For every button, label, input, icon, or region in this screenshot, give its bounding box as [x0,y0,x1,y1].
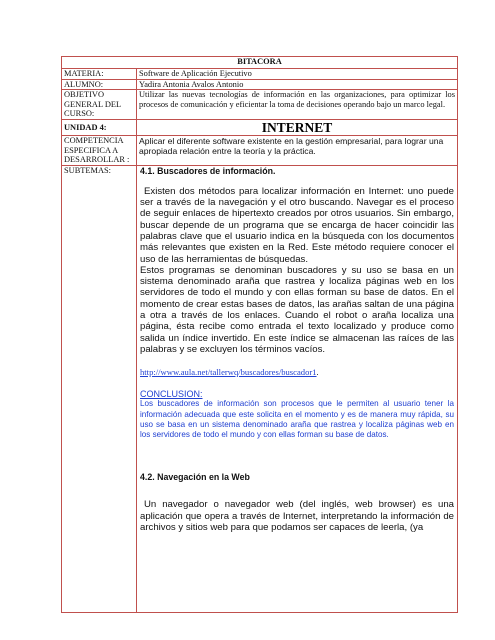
bitacora-table [61,56,458,613]
conclusion-heading: CONCLUSION: [140,389,203,400]
subtemas-content [137,165,458,612]
paragraph: Estos programas se denominan buscadores y su uso se basa en un sistema denominado araña que rastrea y localiza páginas web en los servidores de todo el mundo y con ellas forman su base de datos. En el momento de crear estas bases de datos, las arañas saltan de una página a otra a través de los enlaces. Cuando el robot o araña localiza una página, ésta recibe como entrada el texto localizado y produce como salida un índice invertido. En este índice se almacenan las raíces de las palabras y se excluyen los términos vacíos. [140,264,454,355]
unidad-value: INTERNET [137,119,458,135]
table-row [62,165,458,612]
paragraph: Existen dos métodos para localizar información en Internet: uno puede ser a través de la navegación y el otro buscando. Navegar es el proceso de seguir enlaces de hipertexto creados por otros usuarios. Sin embargo, buscar depende de un programa que se encarga de hacer coincidir las palabras clave que el usuario indica en la búsqueda con los documentos más relevantes que existen en la Red. Este método requiere conocer el uso de las herramientas de búsquedas. [140,185,454,265]
competencia-label: COMPETENCIA ESPECIFICA A DESARROLLAR : [62,135,137,165]
objetivo-value: Utilizar las nuevas tecnologías de información en las organizaciones, para optimizar los procesos de comunicación y eficientar la toma de decisiones operando bajo un marco legal. [137,90,458,120]
table-row [62,90,458,120]
table-row [62,69,458,80]
section-heading: 4.1. Buscadores de información. [140,165,276,176]
table-row [62,79,458,90]
link-suffix: . [316,368,319,378]
paragraph: Un navegador o navegador web (del inglés, web browser) es una aplicación que opera a través de Internet, interpretando la información de archivos y sitios web para que podamos ser capaces de leerla, (ya [140,499,454,533]
conclusion-text: Los buscadores de información son procesos que le permiten al usuario tener la información adecuada que este solicita en el momento y es de manera muy rápida, su uso se basa en un sistema denominado araña que rastrea y localiza páginas web en los servidores de todo el mundo y con ellas forman su base de datos. [140,399,454,440]
materia-value: Software de Aplicación Ejecutivo [137,69,458,80]
reference-link[interactable]: http://www.aula.net/tallerwq/buscadores/buscador1 [140,367,317,378]
table-row [62,119,458,135]
competencia-value: Aplicar el diferente software existente en la gestión empresarial, para lograr una apropiada relación entre la teoría y la práctica. [137,135,458,165]
alumno-value: Yadira Antonia Avalos Antonio [137,79,458,90]
unidad-label: UNIDAD 4: [62,119,137,135]
section-heading: 4.2. Navegación en la Web [140,472,250,483]
table-row [62,135,458,165]
alumno-label: ALUMNO: [62,79,137,90]
table-title: BITACORA [62,57,458,69]
subtemas-label: SUBTEMAS: [62,165,137,612]
materia-label: MATERIA: [62,69,137,80]
title-row [62,57,458,69]
objetivo-label: OBJETIVO GENERAL DEL CURSO: [62,90,137,120]
